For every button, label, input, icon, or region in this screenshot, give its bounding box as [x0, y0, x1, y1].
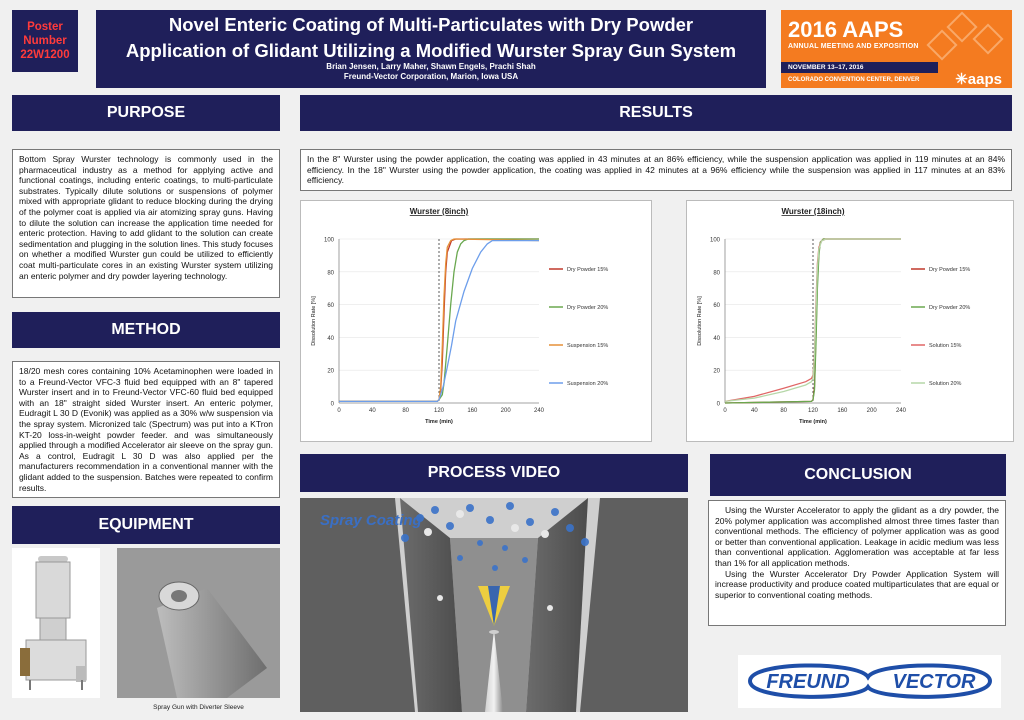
poster-number: [12, 10, 78, 72]
legend-label: Solution 15%: [929, 343, 962, 349]
chart-wurster-18inch: [686, 200, 1014, 442]
x-tick-label: 160: [467, 408, 478, 414]
aaps-banner: [781, 10, 1012, 88]
y-tick-label: 80: [327, 270, 334, 277]
x-tick-label: 40: [368, 408, 376, 414]
x-tick-label: 120: [433, 408, 445, 414]
poster-title-line1: Novel Enteric Coating of Multi-Particulates with Dry Powder: [168, 14, 694, 35]
spray-gun-illustration: [117, 548, 280, 698]
y-tick-label: 0: [330, 401, 334, 408]
y-tick-label: 40: [327, 335, 334, 342]
conclusion-text-box: [708, 500, 1006, 626]
x-tick-label: 240: [533, 408, 545, 414]
results-header: RESULTS: [300, 95, 1012, 131]
poster-title-line2: Application of Glidant Utilizing a Modified Wurster Spray Gun System: [125, 40, 737, 61]
poster-number-line: Number: [23, 35, 67, 47]
spray-gun-photo: [117, 548, 280, 698]
y-axis-label: Dissolution Rate [%]: [311, 296, 317, 346]
y-tick-label: 80: [713, 270, 720, 277]
x-tick-label: 0: [723, 408, 727, 414]
poster-title-banner: [96, 10, 766, 88]
y-tick-label: 20: [713, 368, 720, 375]
hexagon-decoration-icon: [972, 23, 1003, 54]
y-tick-label: 100: [323, 237, 334, 244]
chart-18inch-svg: [687, 201, 1013, 441]
legend-label: Solution 20%: [929, 381, 962, 387]
freund-vector-logo: [738, 655, 1001, 708]
y-tick-label: 60: [713, 303, 720, 310]
x-tick-label: 120: [807, 408, 819, 414]
aaps-logo-text: aaps: [967, 71, 1002, 88]
conclusion-paragraph-2: Using the Wurster Accelerator Dry Powder Application System will increase productivity and produce coated multiparticulates that are equal or superior to conventional coating methods.: [715, 568, 999, 600]
purpose-header: PURPOSE: [12, 95, 280, 131]
x-axis-label: Time (min): [425, 419, 453, 425]
x-axis-label: Time (min): [799, 419, 827, 425]
y-tick-label: 0: [716, 401, 720, 408]
aaps-logo: ✳aaps: [955, 71, 1002, 88]
method-text: 18/20 mesh cores containing 10% Acetaminophen were loaded in to a Freund-Vector VFC-3 fluid bed equipped with an 8" tapered Wurster insert and in to Freund-Vector VFC-60 fluid bed equipped with an 18" straight sided Wurster insert. An enteric polymer, Eudragit L 30 D (Evonik) was applied as a 30% w/w suspension via the spray system. Micronized talc (Spectrum) was put into a KTron KT-20 loss-in-weight powder feeder. and was simultaneously applied through a modified Accelerator air sleeve on the spray gun. As a control, Eudragit L 30 D was also applied per the manufacturers recommendation in a conventional manner with the glidant added to the suspension. Batches were repeated to confirm results.: [12, 361, 280, 498]
x-tick-label: 240: [895, 408, 907, 414]
y-tick-label: 60: [327, 303, 334, 310]
x-tick-label: 200: [500, 408, 511, 414]
legend-label: Suspension 15%: [567, 343, 609, 349]
aaps-venue: COLORADO CONVENTION CENTER, DENVER: [788, 77, 920, 83]
aaps-date: NOVEMBER 13–17, 2016: [781, 62, 938, 73]
poster-number-line: 22W1200: [20, 49, 70, 61]
process-video-header: PROCESS VIDEO: [300, 454, 688, 492]
aaps-title: 2016 AAPS: [788, 17, 904, 42]
equipment-header: EQUIPMENT: [12, 506, 280, 544]
legend-label: Suspension 20%: [567, 381, 609, 387]
legend-label: Dry Powder 15%: [567, 267, 609, 273]
poster-authors: Brian Jensen, Larry Maher, Shawn Engels, Prachi Shah: [326, 62, 536, 71]
freund-vector-logo-graphic: [738, 655, 1001, 708]
results-text: In the 8" Wurster using the powder application, the coating was applied in 43 minutes at an 86% efficiency, while the suspension application was applied in 119 minutes at an 84% efficiency. In the 18" Wurster using the powder application, the coating was applied in 42 minutes at a 96% efficiency while the suspension was applied in 117 minutes at an 83% efficiency.: [300, 149, 1012, 191]
freund-text: FREUND: [766, 671, 850, 693]
chart-8inch-svg: [301, 201, 651, 441]
chart-title: Wurster (8inch): [409, 207, 469, 216]
process-video-player[interactable]: [300, 498, 688, 712]
purpose-text: Bottom Spray Wurster technology is commonly used in the pharmaceutical industry as a method for applying active and functional coatings, including enteric coatings, to multi-particulate substrates. Typically dilute solutions or suspensions of polymer mixed with appropriate glidant to reduce blocking during the drying of the polymer coat is applied via air atomizing spray guns. Having to dilute the solution can increase the application time needed for enteric protection. Having to add glidant to the solution can create sedimentation and plugging in the solution lines. This study focuses on whether a modified Wurster gun could be utilized to efficiently coat multi-particulate cores in an existing Wurster system utilizing an enteric polymer and dry powder layering technology.: [12, 149, 280, 298]
y-tick-label: 40: [713, 335, 720, 342]
legend-label: Dry Powder 15%: [929, 267, 971, 273]
video-label: Spray Coating: [320, 512, 422, 529]
conclusion-paragraph-1: Using the Wurster Accelerator to apply the glidant as a dry powder, the 20% polymer application was accomplished almost three times faster than conventional methods. The efficiency of polymer application was as good or better than conventional application. Leakage in acidic medium was less than conventional application. Agglomeration was acceptable at far less than 1% for all application methods.: [715, 505, 999, 568]
chart-title: Wurster (18inch): [781, 207, 845, 216]
fluid-bed-illustration: [12, 548, 100, 698]
poster-affiliation: Freund-Vector Corporation, Marion, Iowa USA: [343, 72, 519, 81]
x-tick-label: 80: [402, 408, 410, 414]
x-tick-label: 200: [866, 408, 877, 414]
chart-wurster-8inch: [300, 200, 652, 442]
fluid-bed-photo: [12, 548, 100, 698]
x-tick-label: 40: [750, 408, 758, 414]
x-tick-label: 160: [837, 408, 848, 414]
x-tick-label: 0: [337, 408, 341, 414]
y-tick-label: 20: [327, 368, 334, 375]
equipment-caption: Spray Gun with Diverter Sleeve: [153, 704, 244, 711]
y-axis-label: Dissolution Rate [%]: [697, 296, 703, 346]
y-tick-label: 100: [709, 237, 720, 244]
x-tick-label: 80: [780, 408, 788, 414]
poster-number-line: Poster: [27, 21, 63, 33]
legend-label: Dry Powder 20%: [567, 305, 609, 311]
conclusion-header: CONCLUSION: [710, 454, 1006, 496]
aaps-subtitle: ANNUAL MEETING AND EXPOSITION: [788, 43, 919, 50]
vector-text: VECTOR: [892, 671, 976, 693]
method-header: METHOD: [12, 312, 280, 348]
legend-label: Dry Powder 20%: [929, 305, 971, 311]
spray-coating-illustration: [300, 498, 688, 712]
